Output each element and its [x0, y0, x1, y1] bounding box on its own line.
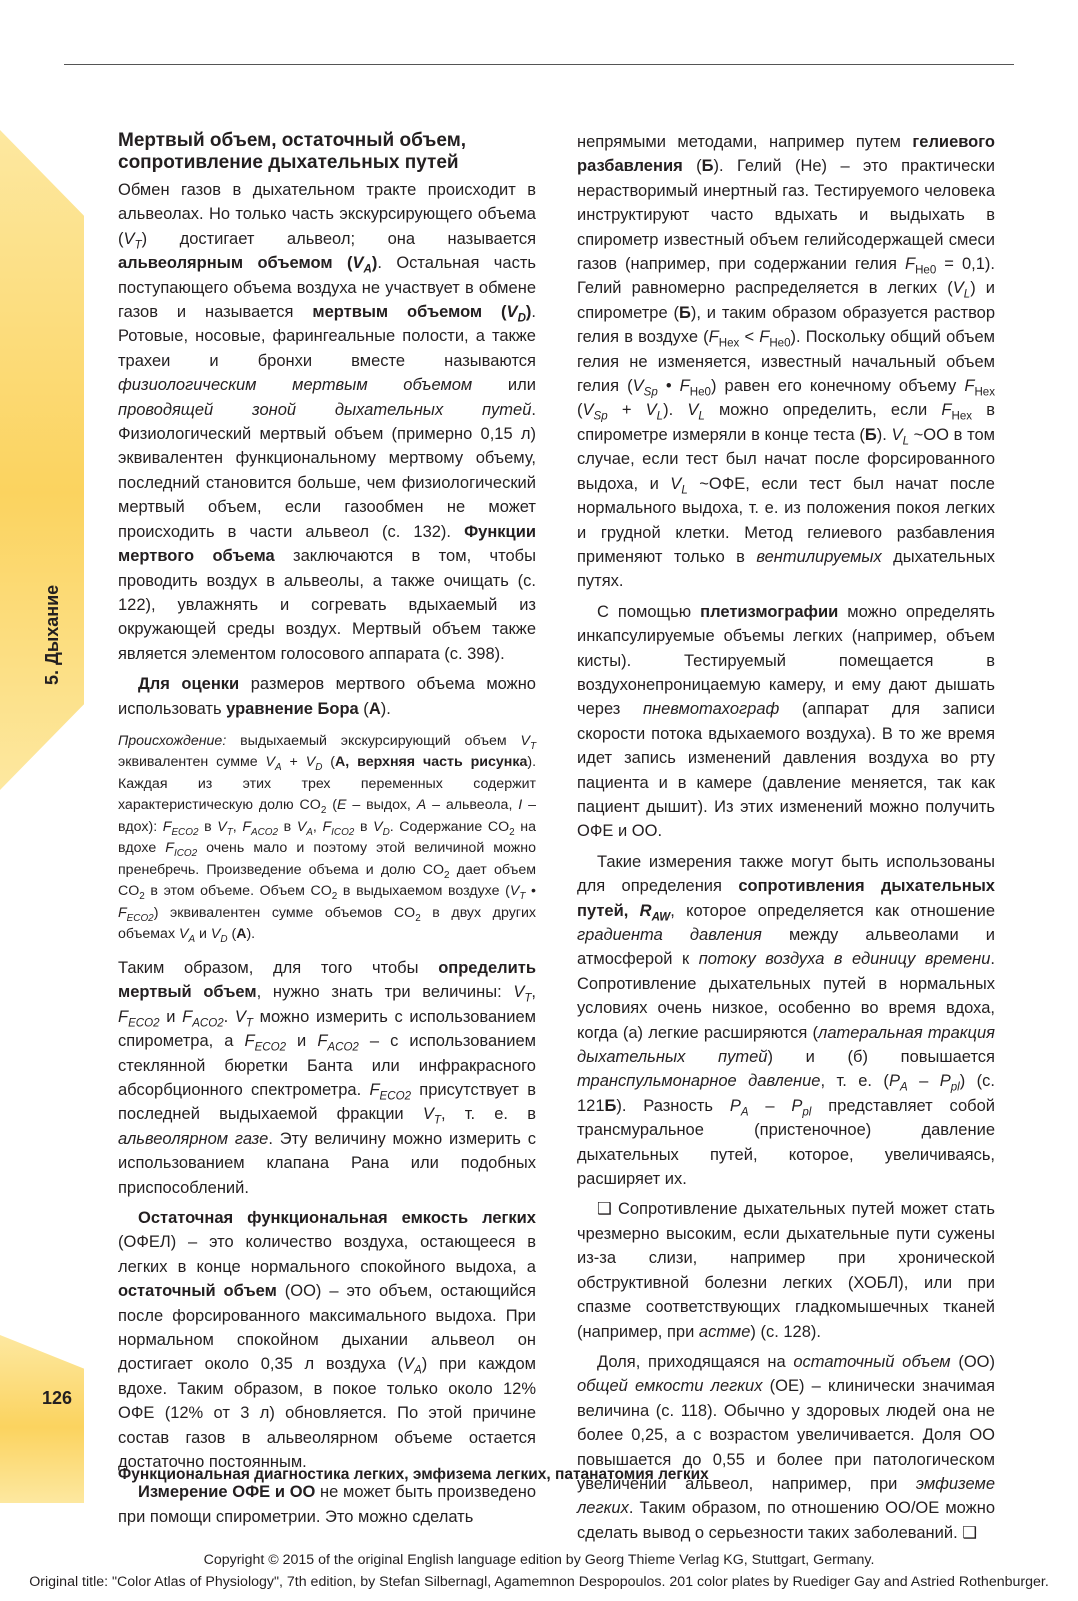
top-rule [64, 64, 1014, 65]
paragraph: Таким образом, для того чтобы определить мертвый объем, нужно знать три величины: $V_T$, $F_{ECO2}$ и $F_{ACO2}$. $V_T$ можно измерить с использованием спирометра, а $F_{ECO2}$ и $F_{ACO2}$ – с использованием стеклянной бюретки Банта или инфракрасного абсорбционного спектрометра. $F_{ECO2}$ присутствует в последней выдыхаемой фракции $V_T$, т. е. в альвеолярном газе. Эту величину можно измерить с использованием клапана Рана или подобных приспособлений. [118, 958, 536, 1197]
paragraph: Для оценки размеров мертвого объема можно использовать уравнение Бора (А). [118, 675, 536, 718]
paragraph: Измерение ОФЕ и ОО не может быть произведено при помощи спирометрии. Это можно сделать [118, 1483, 536, 1526]
section-tab [0, 130, 84, 790]
paragraph: С помощью плетизмографии можно определять инкапсулируемые объемы легких (например, объем кисты). Тестируемый помещается в воздухонепроницаемую камеру, и ему дают дышать через пневмотахограф (аппарат для записи скорости потока вдыхаемого воздуха). В то же время идет запись изменений давления воздуха во рту пациента и в камере (давление меняется, так как пациент дышит). Из этих изменений можно получить ОФЕ и ОО. [577, 602, 996, 841]
section-heading: Мертвый объем, остаточный объем, сопротивление дыхательных путей [118, 130, 467, 173]
footer-title: Функциональная диагностика легких, эмфизема легких, патанатомия легких [118, 1466, 709, 1483]
paragraph: Обмен газов в дыхательном тракте происходит в альвеолах. Но только часть экскурсирующего объема $(V_T)$ достигает альвеол; она называется альвеолярным объемом $(V_A)$. Остальная часть поступающего объема воздуха не участвует в обмене газов и называется мертвым объемом $(V_D)$. Ротовые, носовые, фарингеальные полости, а также трахеи и бронхи вместе называются физиологическим мертвым объемом или проводящей зоной дыхательных путей. Физиологический мертвый объем (примерно 0,15 л) эквивалентен функциональному мертвому объему, последний становится больше, чем физиологический мертвый объем, если газообмен не может происходить в части альвеол (с. 132). Функции мертвого объема заключаются в том, чтобы проводить воздух в альвеолы, а также очищать (с. 122), увлажнять и согревать вдыхаемый из окружающей среды воздух. Мертвый объем также является элементом голосового аппарата (с. 398). [118, 181, 536, 663]
copyright-line: Original title: "Color Atlas of Physiology", 7th edition, by Stefan Silbernagl, Agamemnon Despopoulos. 201 color plates by Ruediger Gay and Astried Rothenburger. [29, 1574, 1049, 1590]
paragraph: Такие измерения также могут быть использованы для определения сопротивления дыхательных путей, $R_{AW}$, которое определяется как отношение градиента давления между альвеолами и атмосферой к потоку воздуха в единицу времени. Сопротивление дыхательных путей в нормальных условиях очень низкое, особенно во время вдоха, когда (а) легкие расширяются (латеральная тракция дыхательных путей) и (б) повышается транспульмонарное давление, т. е. $(P_A - P_{pl})$ (с. 121Б). Разность $P_A - P_{pl}$ представляет собой трансмуральное (пристеночное) давление дыхательных путей, которое, увеличиваясь, расширяет их. [577, 852, 996, 1189]
right-column [577, 130, 995, 1545]
left-column [118, 130, 536, 1529]
paragraph: Доля, приходящаяся на остаточный объем (ОО) общей емкости легких (ОЕ) – клинически значимая величина (с. 118). Обычно у здоровых людей она не более 0,25, а с возрастом увеличивается. Доля ОО повышается до 0,55 и более при патологическом увеличении альвеол, например, при эмфиземе легких. Таким образом, по отношению ОО/ОЕ можно сделать вывод о серьезности таких заболеваний. ❑ [577, 1352, 995, 1542]
paragraph: Остаточная функциональная емкость легких (ОФЕЛ) – это количество воздуха, остающееся в легких в конце нормального спокойного выдоха, а остаточный объем (ОО) – это объем, остающийся после форсированного максимального выдоха. При нормальном спокойном дыхании альвеол он достигает около 0,35 л воздуха $(V_A)$ при каждом вдохе. Таким образом, в покое только около 12% ОФЕ (12% от 3 л) обновляется. По этой причине состав газов в альвеолярном объеме остается достаточно постоянным. [118, 1209, 537, 1472]
paragraph: ❑ Сопротивление дыхательных путей может стать чрезмерно высоким, если дыхательные пути сужены из-за слизи, например при хронической обструктивной болезни легких (ХОБЛ), или при спазме соответствующих гладкомышечных тканей (например, при астме) (с. 128). [577, 1200, 995, 1341]
section-label: 5. Дыхание [42, 584, 62, 685]
page-number-tab [0, 1335, 84, 1503]
copyright-line: Copyright © 2015 of the original English language edition by Georg Thieme Verlag KG, Stuttgart, Germany. [203, 1552, 875, 1568]
page-number: 126 [42, 1388, 73, 1408]
derivation-note: Происхождение: выдыхаемый экскурсирующий объем $V_T$ эквивалентен сумме $V_A + V_D$ (А, верхняя часть рисунка). Каждая из этих трех переменных содержит характеристическую долю $CO_2$ (E – выдох, A – альвеола, I – вдох): $F_{ECO2}$ в $V_T$, $F_{ACO2}$ в $V_A$, $F_{ICO2}$ в $V_D$. Содержание $CO_2$ на вдохе $F_{ICO2}$ очень мало и поэтому этой величиной можно пренебречь. Произведение объема и долю $CO_2$ дает объем $CO_2$ в этом объеме. Объем $CO_2$ в выдыхаемом воздухе ($V_T$ • $F_{ECO2}$) эквивалентен сумме объемов $CO_2$ в двух других объемах $V_A$ и $V_D$ (А). [118, 732, 537, 946]
paragraph: непрямыми методами, например путем гелиевого разбавления (Б). Гелий (He) – это практически нерастворимый инертный газ. Тестируемого человека инструктируют часто вдыхать и выдыхать в спирометр известный объем гелийсодержащей смеси газов (например, при содержании гелия $F_{He0} = 0,1$). Гелий равномерно распределяется в легких $(V_L)$ и спирометре (Б), и таким образом образуется раствор гелия в воздухе $(F_{Hex} < F_{He0})$. Поскольку общий объем гелия не изменяется, известный начальный объем гелия ($V_{Sp}$ • $F_{He0}$) равен его конечному объему $F_{Hex}$ $(V_{Sp} + V_L)$. $V_L$ можно определить, если $F_{Hex}$ в спирометре измеряли в конце теста (Б). $V_L$ ~ОО в том случае, если тест был начат после форсированного выдоха, и $V_L$ ~ОФЕ, если тест был начат после нормального выдоха, т. е. из положения покоя легких и грудной клетки. Метод гелиевого разбавления применяют только в вентилируемых дыхательных путях. [577, 133, 996, 591]
